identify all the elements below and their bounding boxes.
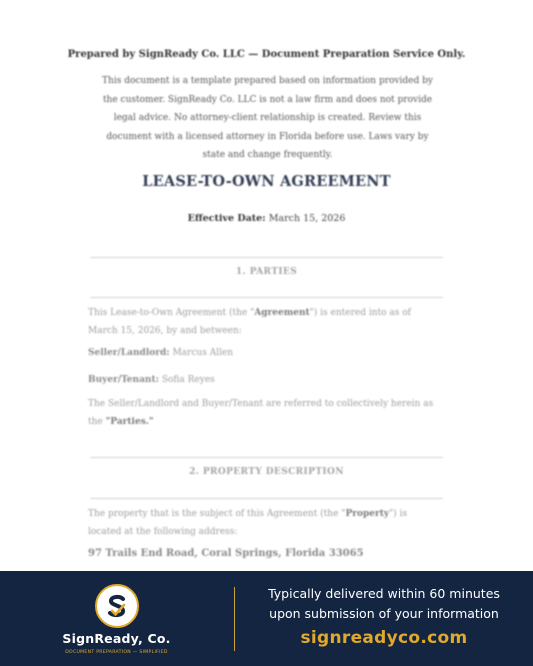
seller-value: Marcus Allen: [172, 348, 234, 358]
footer-divider: [234, 587, 235, 651]
agreement-term: Agreement: [254, 308, 310, 318]
buyer-label: Buyer/Tenant:: [88, 375, 159, 385]
section-divider: [90, 257, 443, 258]
delivery-line-2: upon submission of your information: [269, 606, 499, 621]
property-address: 97 Trails End Road, Coral Springs, Florida 33065: [88, 548, 364, 559]
logo-s-glyph: [97, 586, 137, 626]
property-term: Property: [345, 509, 390, 519]
section-divider: [90, 498, 443, 499]
property-text-a: The property that is the subject of this Agreement (the ": [88, 509, 346, 519]
property-text-b: ") is located at the following address:: [88, 509, 408, 537]
parties-collective: [88, 396, 443, 431]
parties-intro-text-b: ") is entered into as of March 15, 2026, by and between:: [88, 308, 412, 336]
property-description: [88, 506, 443, 541]
section-heading-parties: 1. PARTIES: [235, 267, 298, 277]
parties-term: "Parties.": [105, 416, 154, 427]
seller-label: Seller/Landlord:: [88, 348, 170, 358]
brand-tagline: DOCUMENT PREPARATION — SIMPLIFIED: [65, 650, 168, 655]
seller-field: [88, 348, 443, 358]
buyer-field: [88, 375, 443, 385]
parties-intro-text-a: This Lease-to-Own Agreement (the ": [88, 308, 255, 318]
section-divider: [90, 457, 443, 458]
parties-intro: [88, 305, 443, 340]
signready-s-logo-icon: [95, 584, 139, 628]
parties-collective-text: The Seller/Landlord and Buyer/Tenant are referred to collectively herein as the: [88, 399, 434, 427]
delivery-line-1: Typically delivered within 60 minutes: [268, 586, 500, 601]
prepared-by-line: Prepared by SignReady Co. LLC — Document Preparation Service Only.: [67, 49, 466, 60]
disclaimer-text: This document is a template prepared based on information provided by the customer. SignReady Co. LLC is not a law firm and does not provide legal advice. No attorney-client relationship is created. Review this document with a licensed attorney in Florida before use. Laws vary by state and change frequently.: [102, 76, 433, 160]
promo-footer-banner: [0, 571, 533, 666]
section-heading-property: 2. PROPERTY DESCRIPTION: [189, 467, 344, 477]
document-title: LEASE-TO-OWN AGREEMENT: [142, 173, 391, 190]
delivery-message: [245, 584, 523, 624]
section-divider: [90, 297, 443, 298]
effective-date-label: Effective Date:: [187, 213, 266, 224]
effective-date: [0, 213, 533, 224]
effective-date-value: March 15, 2026: [268, 213, 346, 224]
website-link[interactable]: signreadyco.com: [300, 628, 468, 648]
brand-name: SignReady, Co.: [62, 631, 171, 646]
buyer-value: Sofia Reyes: [161, 375, 215, 385]
